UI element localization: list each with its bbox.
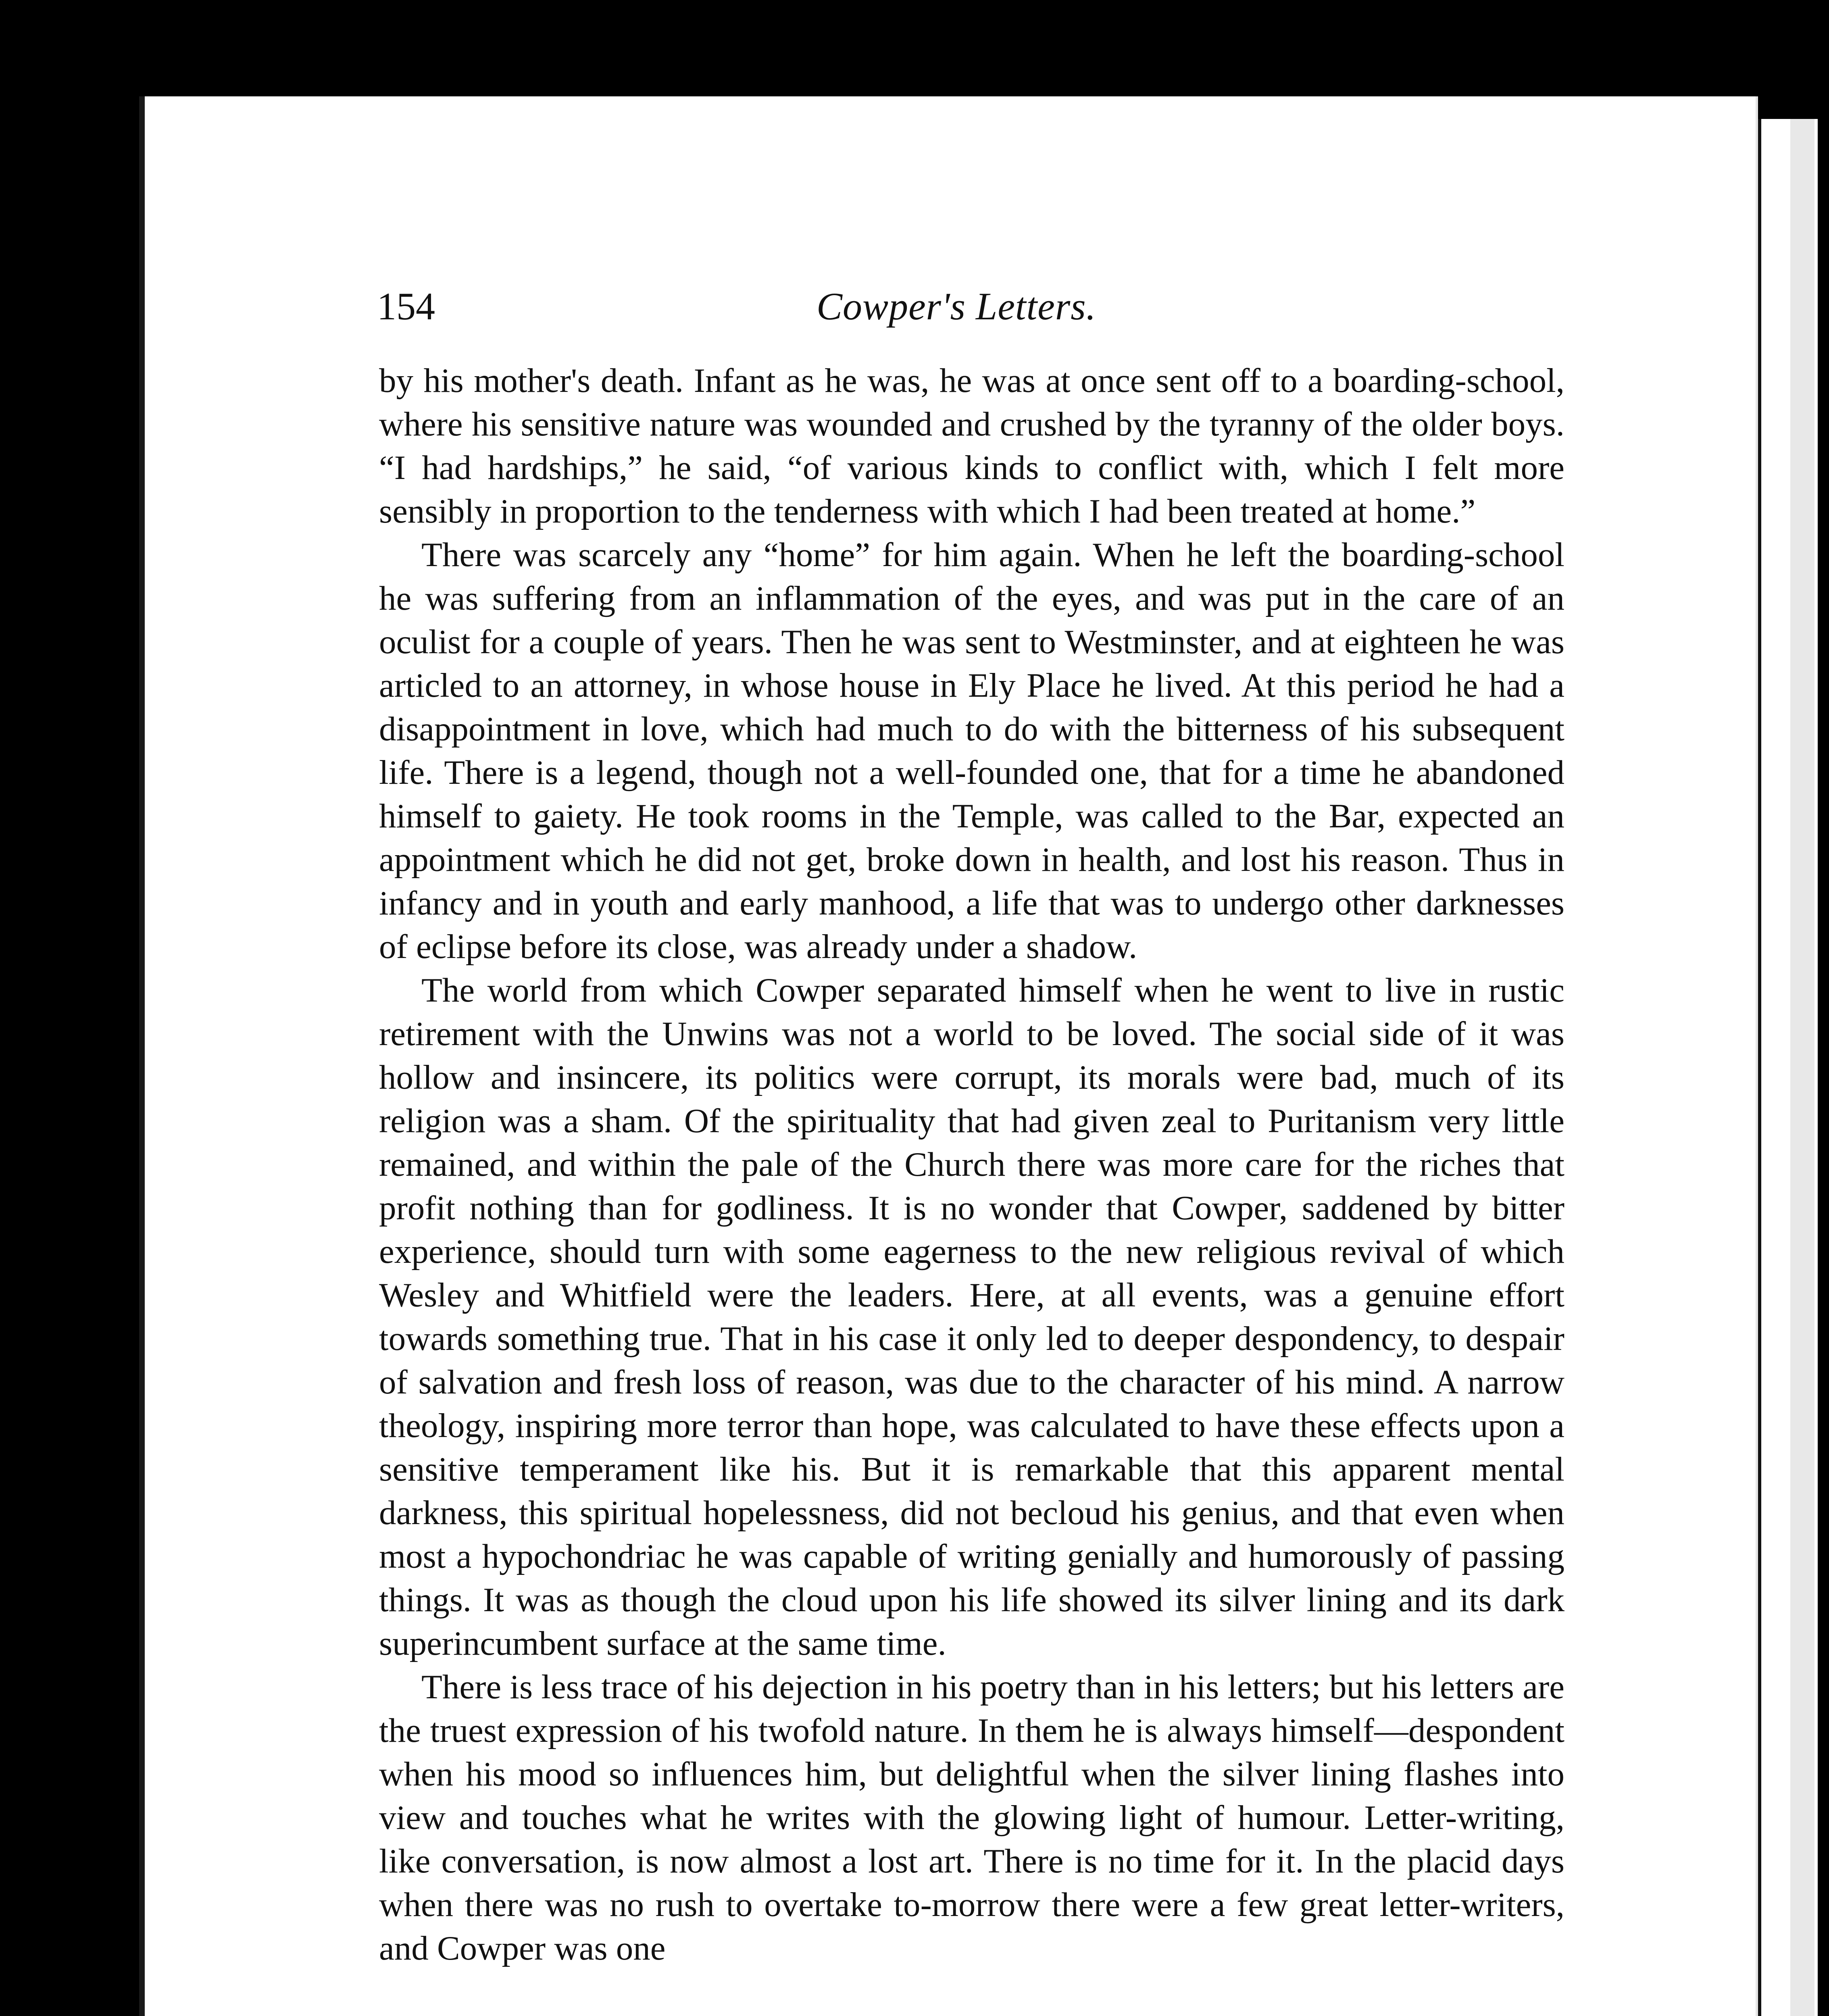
page-header: [377, 278, 1562, 335]
paragraph: There is less trace of his dejection in his poetry than in his letters; but his letters are the truest expression of his twofold nature. In them he is always himself—despondent when his mood so influences him, but delightful when the silver lining flashes into view and touches what he writes with the glowing light of humour. Letter-writing, like conversation, is now almost a lost art. There is no time for it. In the placid days when there was no rush to overtake to-morrow there were a few great letter-writers, and Cowper was one: [379, 1668, 1564, 1967]
page-left-edge: [139, 96, 145, 2016]
page-number: 154: [377, 285, 435, 328]
body-text: [379, 359, 1564, 1970]
paragraph: The world from which Cowper separated himself when he went to live in rustic retirement with the Unwins was not a world to be loved. The social side of it was hollow and insincere, its politics were corrupt, its morals were bad, much of its religion was a sham. Of the spirituality that had given zeal to Puritanism very little remained, and within the pale of the Church there was more care for the riches that profit nothing than for godliness. It is no wonder that Cowper, saddened by bitter experience, should turn with some eagerness to the new religious revival of which Wesley and Whitfield were the leaders. Here, at all events, was a genuine effort towards something true. That in his case it only led to deeper despondency, to despair of salvation and fresh loss of reason, was due to the character of his mind. A narrow theology, inspiring more terror than hope, was calculated to have these effects upon a sensitive temperament like his. But it is remarkable that this apparent mental darkness, this spiritual hopelessness, did not becloud his genius, and that even when most a hypochondriac he was capable of writing genially and humorously of passing things. It was as though the cloud upon his life showed its silver lining and its dark superincumbent surface at the same time.: [379, 971, 1564, 1662]
facing-page-shadow: [1790, 119, 1814, 2016]
running-head: Cowper's Letters.: [817, 285, 1096, 328]
paragraph: There was scarcely any “home” for him again. When he left the boarding-school he was suffering from an inflammation of the eyes, and was put in the care of an oculist for a couple of years. Then he was sent to Westminster, and at eighteen he was articled to an attorney, in whose house in Ely Place he lived. At this period he had a disappointment in love, which had much to do with the bitterness of his subsequent life. There is a legend, though not a well-founded one, that for a time he abandoned himself to gaiety. He took rooms in the Temple, was called to the Bar, expected an appointment which he did not get, broke down in health, and lost his reason. Thus in infancy and in youth and early manhood, a life that was to undergo other darknesses of eclipse before its close, was already under a shadow.: [379, 536, 1564, 966]
paragraph-continuation: by his mother's death. Infant as he was, he was at once sent off to a boarding-school, where his sensitive nature was wounded and crushed by the tyranny of the older boys. “I had hardships,” he said, “of various kinds to conflict with, which I felt more sensibly in proportion to the tenderness with which I had been treated at home.”: [379, 362, 1564, 530]
